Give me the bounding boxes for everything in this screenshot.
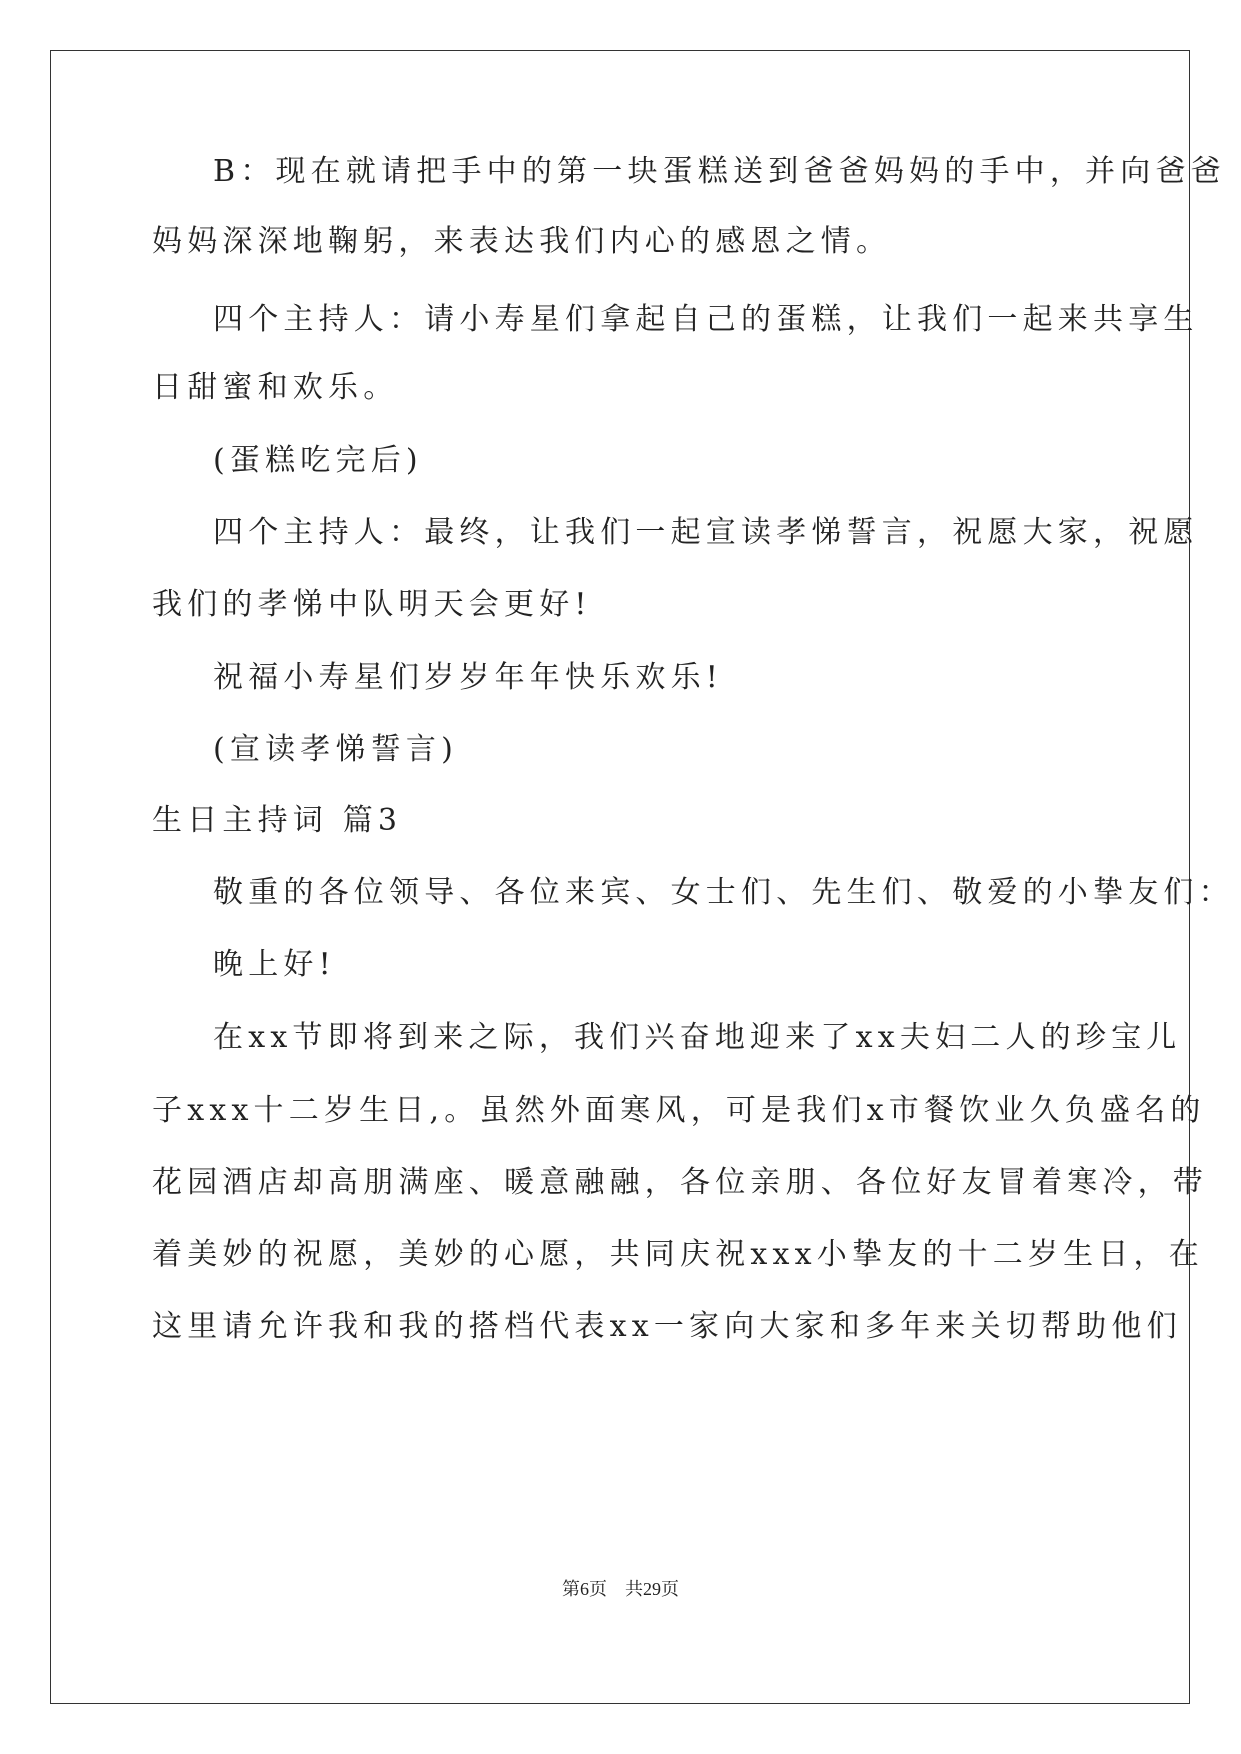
page-number: 第6页 bbox=[562, 1579, 607, 1599]
paragraph-line: 四个主持人：最终，让我们一起宣读孝悌誓言，祝愿大家，祝愿 bbox=[213, 515, 1199, 550]
paragraph-line: 敬重的各位领导、各位来宾、女士们、先生们、敬爱的小挚友们： bbox=[213, 875, 1234, 910]
paragraph-line: 花园酒店却高朋满座、暖意融融，各位亲朋、各位好友冒着寒冷，带 bbox=[152, 1165, 1208, 1200]
paragraph-line: 祝福小寿星们岁岁年年快乐欢乐! bbox=[213, 660, 724, 695]
page-total: 共29页 bbox=[625, 1579, 679, 1599]
paragraph-line: (蛋糕吃完后) bbox=[213, 443, 423, 478]
page-footer bbox=[0, 1575, 1241, 1601]
paragraph-line: 妈妈深深地鞠躬，来表达我们内心的感恩之情。 bbox=[152, 224, 892, 259]
paragraph-line: 这里请允许我和我的搭档代表xx一家向大家和多年来关切帮助他们 bbox=[152, 1309, 1182, 1344]
section-heading: 生日主持词 篇3 bbox=[152, 803, 403, 838]
paragraph-line: 晚上好! bbox=[213, 947, 336, 982]
paragraph-line: 我们的孝悌中队明天会更好! bbox=[152, 587, 592, 622]
paragraph-line: 四个主持人：请小寿星们拿起自己的蛋糕，让我们一起来共享生 bbox=[213, 302, 1199, 337]
paragraph-line: (宣读孝悌誓言) bbox=[213, 732, 459, 767]
paragraph-line: 日甜蜜和欢乐。 bbox=[152, 370, 399, 405]
paragraph-line: 着美妙的祝愿，美妙的心愿，共同庆祝xxx小挚友的十二岁生日，在 bbox=[152, 1237, 1204, 1272]
paragraph-line: 子xxx十二岁生日,。虽然外面寒风，可是我们x市餐饮业久负盛名的 bbox=[152, 1093, 1206, 1128]
paragraph-line: 在xx节即将到来之际，我们兴奋地迎来了xx夫妇二人的珍宝儿 bbox=[213, 1020, 1182, 1055]
paragraph-line: B：现在就请把手中的第一块蛋糕送到爸爸妈妈的手中，并向爸爸 bbox=[213, 154, 1226, 189]
